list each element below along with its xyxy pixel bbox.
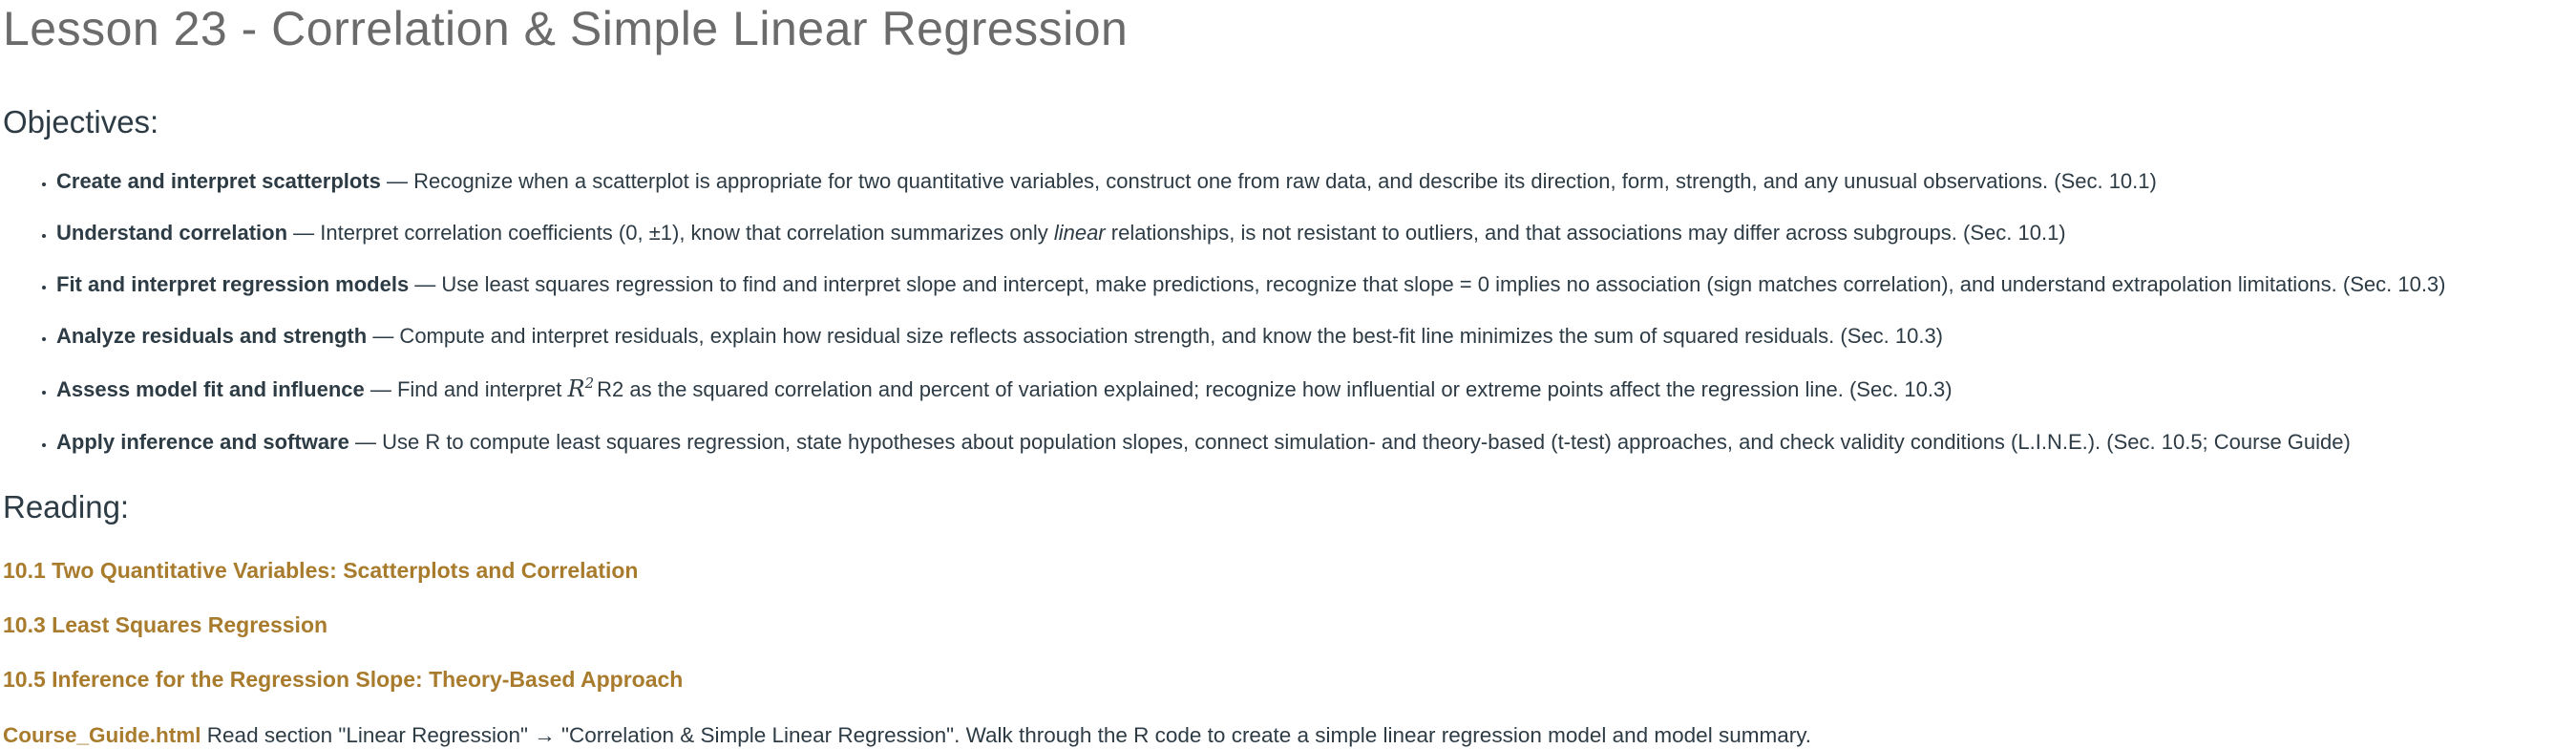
reading-link-row [3, 612, 2538, 638]
objective-item [56, 169, 2538, 193]
objective-text-segment: — Find and interpret [364, 376, 568, 401]
objective-text-segment: Create and interpret scatterplots [56, 168, 381, 193]
objective-text-segment: — Use R to compute least squares regression, state hypotheses about population slopes, connect simulation- and theory-based (t-test) approaches, and check validity conditions (L.I.N.E.). (Sec. 10.5; Course Guide) [348, 430, 2351, 455]
objective-item [56, 324, 2538, 348]
reading-heading: Reading: [3, 488, 130, 524]
objective-text-segment: R2 as the squared correlation and percent of variation explained; recognize how influential or extreme points affect the regression line. (Sec. 10.3) [597, 376, 1953, 401]
objective-item [56, 221, 2538, 245]
objective-text-segment: linear [1053, 220, 1106, 245]
objectives-heading: Objectives: [3, 103, 159, 139]
objective-text-segment: — Use least squares regression to find and interpret slope and intercept, make predictions, recognize that slope = 0 implies no association (sign matches correlation), and understand extrapolation limitations. (Sec. 10.3) [409, 272, 2446, 297]
objective-text-segment: relationships, is not resistant to outliers, and that associations may differ across subgroups. (Sec. 10.1) [1105, 220, 2066, 245]
objective-text-segment: Understand correlation [56, 220, 288, 245]
objective-text-segment: — Compute and interpret residuals, explain how residual size reflects association strength, and know the best-fit line minimizes the sum of squared residuals. (Sec. 10.3) [367, 324, 1944, 349]
objective-text-segment: — Interpret correlation coefficients (0, ±1), know that correlation summarizes only [287, 220, 1054, 245]
reading-link[interactable]: 10.1 Two Quantitative Variables: Scatterplots and Correlation [3, 557, 639, 583]
course-guide-text: Read section "Linear Regression" → "Correlation & Simple Linear Regression". Walk through the R code to create a simple linear regression model and model summary. [201, 722, 1812, 747]
course-guide-link[interactable]: Course_Guide.html [3, 722, 201, 747]
math-r-squared: $R^2$ [567, 374, 595, 402]
objective-text-segment: Fit and interpret regression models [56, 272, 410, 297]
page-title: Lesson 23 - Correlation & Simple Linear Regression [3, 2, 1129, 55]
reading-links [3, 558, 2538, 693]
objective-text-segment: Analyze residuals and strength [56, 324, 368, 349]
reading-link[interactable]: 10.3 Least Squares Regression [3, 611, 328, 637]
objective-text-segment: Apply inference and software [56, 430, 349, 455]
objective-text-segment: — Recognize when a scatterplot is appropriate for two quantitative variables, construct one from raw data, and describe its direction, form, strength, and any unusual observations. (Sec. 10.1) [380, 168, 2157, 193]
objectives-list [3, 169, 2538, 455]
course-guide-line [3, 721, 2538, 749]
objective-item [56, 376, 2538, 403]
reading-link-row [3, 558, 2538, 584]
reading-link-row [3, 667, 2538, 693]
reading-link[interactable]: 10.5 Inference for the Regression Slope: Theory-Based Approach [3, 666, 684, 692]
objective-text-segment: Assess model fit and influence [56, 376, 365, 401]
objective-item [56, 430, 2538, 454]
objective-item [56, 272, 2538, 296]
